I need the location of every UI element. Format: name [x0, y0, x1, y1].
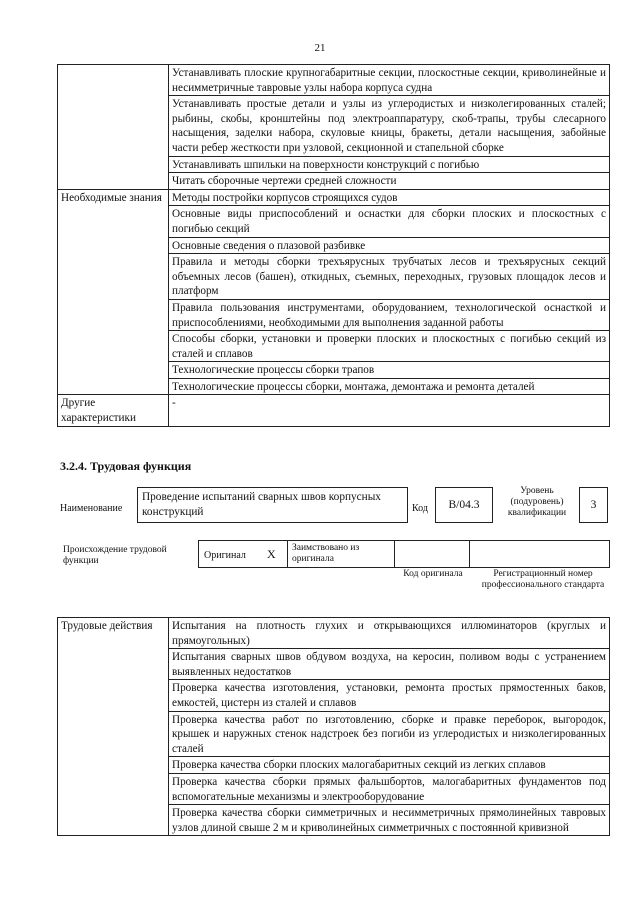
table-row [58, 189, 610, 206]
function-code: B/04.3 [435, 487, 493, 523]
original-mark: X [267, 547, 276, 561]
table-row [58, 395, 610, 426]
section-title: 3.2.4. Трудовая функция [60, 459, 192, 473]
table-row [58, 65, 610, 96]
borrowed-label: Заимствовано из оригинала [287, 540, 395, 568]
origin-label: Происхождение трудовой функции [63, 545, 167, 566]
labor-actions-table [57, 617, 610, 836]
table-row [58, 618, 610, 649]
knowledge-cell: Основные виды приспособлений и оснастки для сборки плоских и плоскостных с погибью секций [169, 206, 610, 237]
other-label: Другие характеристики [58, 395, 169, 426]
action-cell: Проверка качества работ по изготовлению, сборке и правке переборок, выгородок, крышек и наружных стенок надстроек без погиби из углеродистых и низколегированных сталей [169, 711, 610, 757]
knowledge-cell: Правила и методы сборки трехъярусных трубчатых лесов и трехъярусных секций объемных лесов (башен), откидных, съемных, переходных, грузовых площадок лесов и платформ [169, 254, 610, 300]
level-label: Уровень (подуровень) квалификации [507, 486, 567, 518]
registration-caption: Регистрационный номер профессионального стандарта [481, 569, 605, 590]
action-cell: Проверка качества сборки плоских малогабаритных секций из легких сплавов [169, 757, 610, 774]
knowledge-cell: Основные сведения о плазовой разбивке [169, 237, 610, 254]
action-cell: Проверка качества сборки прямых фальшбортов, малогабаритных фундаментов под вспомогательные механизмы и электрооборудование [169, 773, 610, 804]
skills-knowledge-table [57, 64, 610, 427]
knowledge-cell: Методы постройки корпусов строящихся судов [169, 189, 610, 206]
page-number: 21 [314, 42, 326, 54]
registration-number-box [469, 540, 610, 568]
original-code-caption: Код оригинала [403, 569, 463, 579]
action-cell: Испытания сварных швов обдувом воздуха, на керосин, поливом воды с устранением выявленных недостатков [169, 649, 610, 680]
qualification-level: 3 [579, 487, 608, 523]
skills-label-cell [58, 65, 169, 190]
other-value: - [169, 395, 610, 426]
skill-cell: Устанавливать плоские крупногабаритные секции, плоскостные секции, криволинейные и несимметричные тавровые узлы набора корпуса судна [169, 65, 610, 96]
skill-cell: Устанавливать простые детали и узлы из углеродистых и низколегированных сталей; рыбины, скобы, кронштейны под электроаппаратуру, скоб-трапы, трубы слесарного насыщения, заделки набора, скуловые кницы, бракеты, детали насыщения, забойные части ребер жесткости при узловой, секционной и стапельной сборке [169, 96, 610, 156]
name-label: Наименование [60, 503, 123, 514]
knowledge-label: Необходимые знания [58, 189, 169, 395]
original-label: Оригинал [204, 550, 246, 561]
action-cell: Испытания на плотность глухих и открывающихся иллюминаторов (круглых и прямоугольных) [169, 618, 610, 649]
knowledge-cell: Правила пользования инструментами, оборудованием, технологической оснасткой и приспособлениями, необходимыми для выполнения заданной работы [169, 299, 610, 330]
knowledge-cell: Технологические процессы сборки трапов [169, 362, 610, 379]
actions-label: Трудовые действия [58, 618, 169, 836]
action-cell: Проверка качества изготовления, установки, ремонта простых прямостенных баков, емкостей, цистерн из сталей и сплавов [169, 680, 610, 711]
original-code-box [394, 540, 470, 568]
knowledge-cell: Способы сборки, установки и проверки плоских и плоскостных с погибью секций из сталей и сплавов [169, 331, 610, 362]
function-name: Проведение испытаний сварных швов корпусных конструкций [137, 487, 408, 523]
skill-cell: Читать сборочные чертежи средней сложности [169, 173, 610, 190]
original-box [198, 540, 288, 568]
code-label: Код [412, 503, 428, 514]
action-cell: Проверка качества сборки симметричных и несимметричных прямолинейных тавровых узлов длиной свыше 2 м и криволинейных симметричных с постоянной кривизной [169, 805, 610, 836]
knowledge-cell: Технологические процессы сборки, монтажа, демонтажа и ремонта деталей [169, 378, 610, 395]
skill-cell: Устанавливать шпильки на поверхности конструкций с погибью [169, 156, 610, 173]
